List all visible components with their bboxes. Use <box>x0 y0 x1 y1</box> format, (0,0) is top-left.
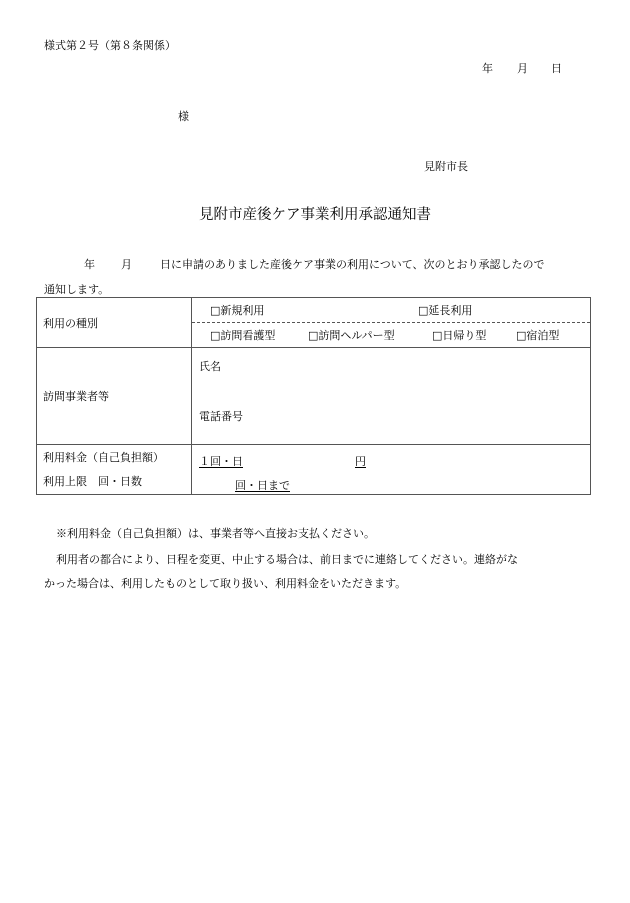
checkbox-overnight[interactable]: □宿泊型 <box>516 329 560 342</box>
usage-type-options <box>192 298 591 348</box>
checkbox-extension[interactable]: □延長利用 <box>418 304 473 317</box>
form-table <box>36 297 591 495</box>
fee-yen: 円 <box>355 455 366 468</box>
intro-year: 年 <box>84 258 95 271</box>
document-title: 見附市産後ケア事業利用承認通知書 <box>199 207 431 223</box>
limit-suffix: 回・日まで <box>235 479 290 492</box>
fee-per-unit: １回・日 <box>199 455 243 468</box>
intro-text: 日に申請のありました産後ケア事業の利用について、次のとおり承認したので <box>160 258 545 271</box>
date-month: 月 <box>517 62 528 75</box>
checkbox-new-use[interactable]: □新規利用 <box>210 304 265 317</box>
limit-line <box>199 477 290 493</box>
fee-label: 利用料金（自己負担額） <box>43 450 164 464</box>
limit-label: 利用上限 回・日数 <box>43 474 142 488</box>
fee-fields <box>192 445 591 495</box>
issuer-name: 見附市長 <box>424 160 468 173</box>
schedule-note-line-1: 利用者の都合により、日程を変更、中止する場合は、前日までに連絡してください。連絡がな <box>56 553 518 566</box>
checkbox-visiting-nurse[interactable]: □訪問看護型 <box>210 329 276 342</box>
addressee-suffix: 様 <box>178 110 189 123</box>
fee-per-unit-line <box>199 453 366 469</box>
usage-type-bottom <box>192 323 590 347</box>
provider-row <box>37 348 591 445</box>
schedule-note-line-2: かった場合は、利用したものとして取り扱い、利用料金をいただきます。 <box>44 577 407 590</box>
intro-line-2: 通知します。 <box>44 283 110 296</box>
provider-label: 訪問事業者等 <box>37 348 192 445</box>
provider-phone-label: 電話番号 <box>199 410 243 423</box>
date-year: 年 <box>482 62 493 75</box>
usage-type-top <box>192 298 590 323</box>
date-line <box>482 63 562 74</box>
usage-type-label: 利用の種別 <box>37 298 192 348</box>
checkbox-visiting-helper[interactable]: □訪問ヘルパー型 <box>308 329 395 342</box>
form-number: 様式第２号（第８条関係） <box>44 39 176 52</box>
fee-row <box>37 445 591 495</box>
date-day: 日 <box>551 62 562 75</box>
intro-line-1 <box>84 259 545 270</box>
provider-fields <box>192 348 591 445</box>
intro-month: 月 <box>121 258 132 271</box>
provider-name-label: 氏名 <box>199 360 221 373</box>
payment-note: ※利用料金（自己負担額）は、事業者等へ直接お支払ください。 <box>56 527 375 540</box>
fee-labels <box>37 445 192 495</box>
usage-type-row <box>37 298 591 348</box>
checkbox-day-trip[interactable]: □日帰り型 <box>432 329 487 342</box>
